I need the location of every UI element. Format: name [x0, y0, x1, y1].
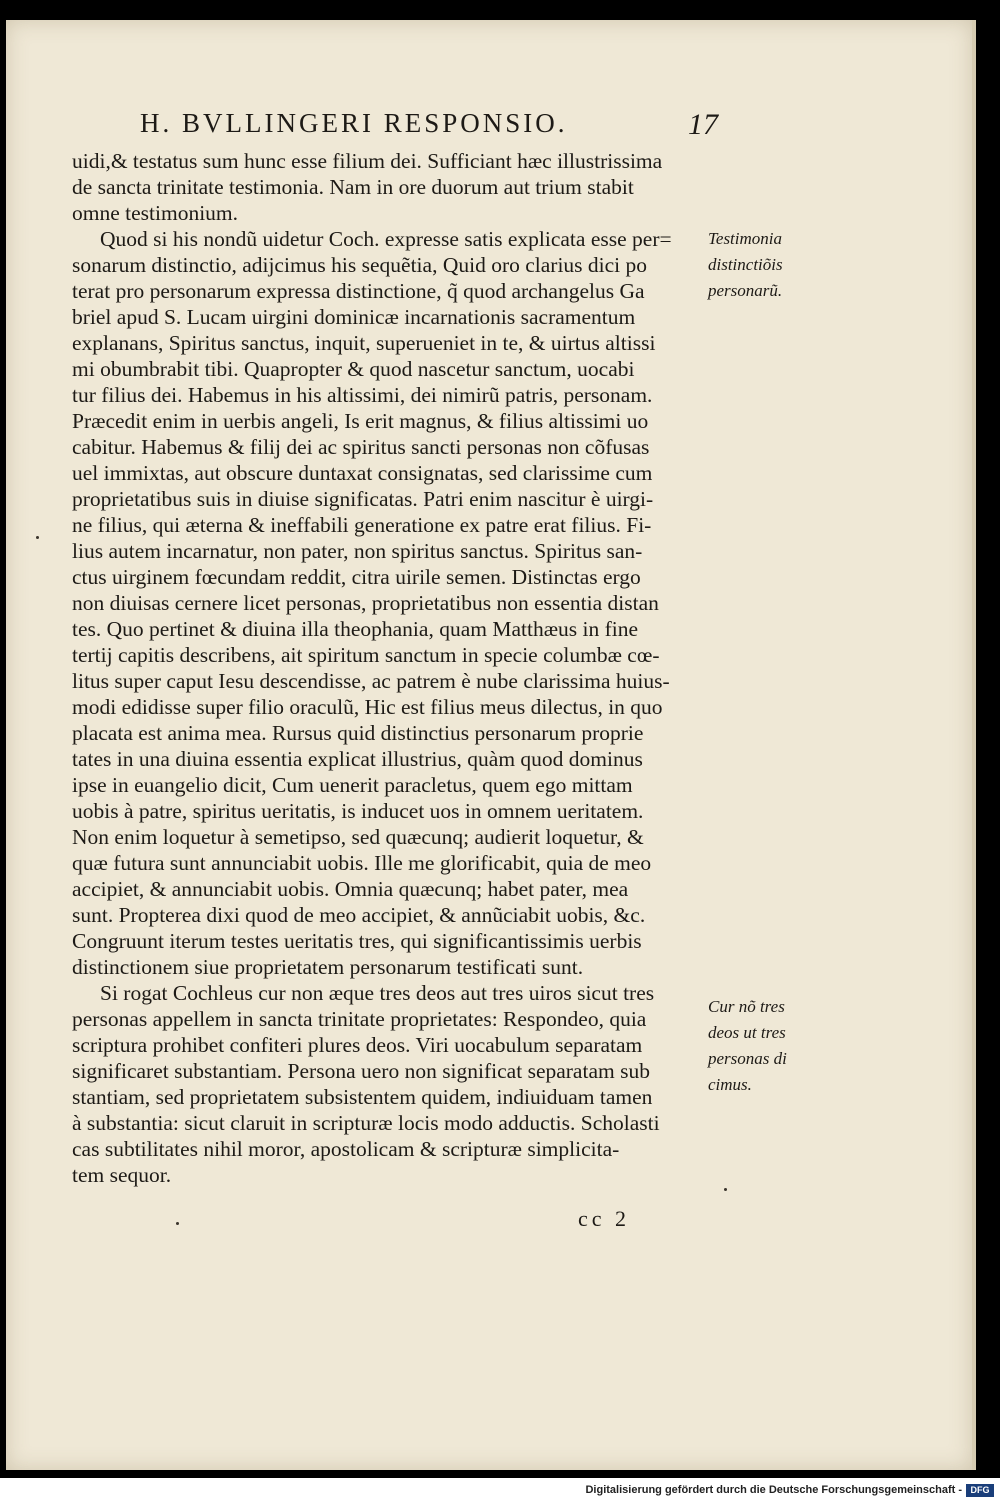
text-line: quæ futura sunt annunciabit uobis. Ille me glorificabit, quia de meo: [72, 851, 652, 875]
text-line: cabitur. Habemus & filij dei ac spiritus sancti personas non cõfusas: [72, 435, 650, 459]
text-line: personas appellem in sancta trinitate proprietates: Respondeo, quia: [72, 1007, 647, 1031]
text-line: stantiam, sed proprietatem subsistentem quidem, indiuiduam tamen: [72, 1085, 653, 1109]
text-line: cas subtilitates nihil moror, apostolicam & scripturæ simplicita-: [72, 1137, 620, 1161]
margin-note-line: cimus.: [708, 1075, 752, 1094]
text-line: placata est anima mea. Rursus quid distinctius personarum proprie: [72, 721, 644, 745]
ink-speck: [724, 1188, 727, 1191]
text-line: uidi,& testatus sum hunc esse filium dei. Sufficiant hæc illustrissima: [72, 149, 663, 173]
ink-speck: [176, 1222, 179, 1225]
text-line: uel immixtas, aut obscure duntaxat consignatas, sed clarissime cum: [72, 461, 653, 485]
text-line: significaret substantiam. Persona uero non significat separatam sub: [72, 1059, 650, 1083]
text-line: Præcedit enim in uerbis angeli, Is erit magnus, & filius altissimi uo: [72, 409, 649, 433]
margin-note-cur-non-tres: [708, 994, 818, 1098]
dfg-logo: DFG: [966, 1484, 994, 1497]
text-line: accipiet, & annunciabit uobis. Omnia quæcunq; habet pater, mea: [72, 877, 629, 901]
text-line: uobis à patre, spiritus ueritatis, is inducet uos in omnem ueritatem.: [72, 799, 644, 823]
text-line: lius autem incarnatur, non pater, non spiritus sanctus. Spiritus san-: [72, 539, 643, 563]
ink-speck: [36, 536, 39, 539]
text-line: ctus uirginem fœcundam reddit, citra uirile semen. Distinctas ergo: [72, 565, 641, 589]
text-line: ne filius, qui æterna & ineffabili generatione ex patre erat filius. Fi-: [72, 513, 652, 537]
text-line: Si rogat Cochleus cur non æque tres deos aut tres uiros sicut tres: [100, 981, 655, 1005]
margin-note-line: personarũ.: [708, 281, 783, 300]
text-line: scriptura prohibet confiteri plures deos. Viri uocabulum separatam: [72, 1033, 643, 1057]
margin-note-line: distinctiõis: [708, 255, 783, 274]
text-line: tates in una diuina essentia explicat illustrius, quàm quod dominus: [72, 747, 643, 771]
text-line: sonarum distinctio, adijcimus his sequẽtia, Quid oro clarius dici po: [72, 253, 648, 277]
text-line: distinctionem siue proprietatem personarum testificati sunt.: [72, 955, 584, 979]
margin-note-testimonia: [708, 226, 818, 304]
text-line: briel apud S. Lucam uirgini dominicæ incarnationis sacramentum: [72, 305, 636, 329]
text-line: explanans, Spiritus sanctus, inquit, superueniet in te, & uirtus altissi: [72, 331, 656, 355]
page-edge: [972, 20, 976, 1470]
text-line: ipse in euangelio dicit, Cum uenerit paracletus, quem ego mittam: [72, 773, 633, 797]
text-line: mi obumbrabit tibi. Quapropter & quod nascetur sanctum, uocabi: [72, 357, 635, 381]
text-line: tem sequor.: [72, 1163, 172, 1187]
text-line: tertij capitis describens, ait spiritum sanctum in specie columbæ cœ-: [72, 643, 660, 667]
text-line: tur filius dei. Habemus in his altissimi, dei nimirũ patris, personam.: [72, 383, 653, 407]
digitization-credit: Digitalisierung gefördert durch die Deutsche Forschungsgemeinschaft -: [585, 1484, 962, 1496]
text-line: sunt. Propterea dixi quod de meo accipiet, & annũciabit uobis, &c.: [72, 903, 646, 927]
text-line: Congruunt iterum testes ueritatis tres, qui significantissimis uerbis: [72, 929, 642, 953]
body-text: [72, 148, 712, 1188]
text-line: omne testimonium.: [72, 201, 239, 225]
text-line: modi edidisse super filio oraculũ, Hic est filius meus dilectus, in quo: [72, 695, 663, 719]
text-line: terat pro personarum expressa distinctione, q̃ quod archangelus Ga: [72, 279, 645, 303]
signature-mark: cc 2: [578, 1206, 631, 1231]
text-line: Non enim loquetur à semetipso, sed quæcunq; audierit loquetur, &: [72, 825, 644, 849]
text-line: non diuisas cernere licet personas, proprietatibus non essentia distan: [72, 591, 659, 615]
text-line: litus super caput Iesu descendisse, ac patrem è nube clarissima huius-: [72, 669, 670, 693]
margin-note-line: deos ut tres: [708, 1023, 786, 1042]
margin-note-line: Testimonia: [708, 229, 783, 248]
running-head: H. BVLLINGERI RESPONSIO.: [140, 108, 568, 138]
text-line: proprietatibus suis in diuise significatas. Patri enim nascitur è uirgi-: [72, 487, 654, 511]
text-line: à substantia: sicut claruit in scripturæ locis modo adductis. Scholasti: [72, 1111, 660, 1135]
margin-note-line: Cur nõ tres: [708, 997, 785, 1016]
text-line: tes. Quo pertinet & diuina illa theophania, quam Matthæus in fine: [72, 617, 639, 641]
text-line: Quod si his nondũ uidetur Coch. expresse satis explicata esse per=: [100, 227, 672, 251]
page-number: 17: [688, 108, 718, 141]
margin-note-line: personas di: [708, 1049, 787, 1068]
text-line: de sancta trinitate testimonia. Nam in ore duorum aut trium stabit: [72, 175, 634, 199]
